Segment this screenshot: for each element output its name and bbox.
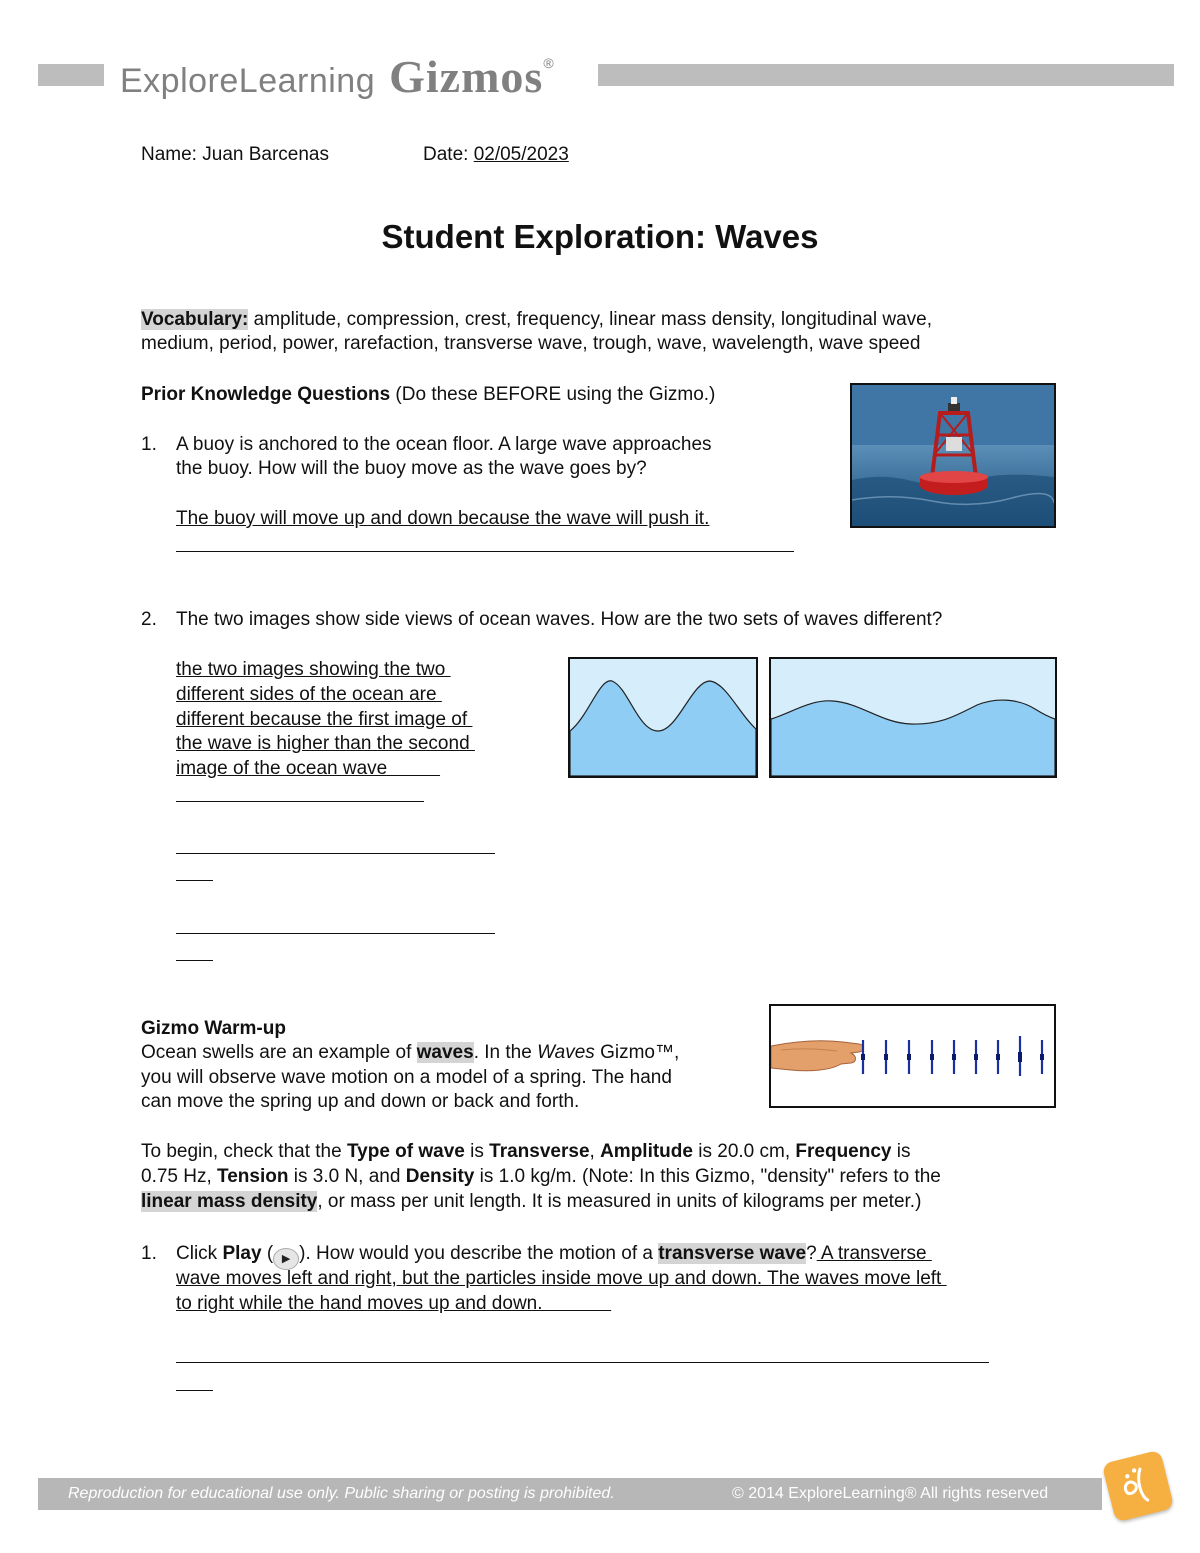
term-density: Density: [405, 1166, 475, 1187]
page-title: Student Exploration: Waves: [381, 218, 819, 255]
warmup-p1-b: . In the: [473, 1042, 538, 1063]
q1-line-1: A buoy is anchored to the ocean floor. A large wave approaches: [176, 434, 712, 455]
term-waves: waves: [416, 1042, 474, 1063]
el-logo-glyph: [1102, 1450, 1175, 1523]
warmup-p2-line-2: [141, 1164, 941, 1189]
warmup-p1-c: Gizmo™,: [594, 1042, 680, 1063]
warmup-q1-answer-3: to right while the hand moves up and down.: [176, 1293, 612, 1314]
q1-answer: The buoy will move up and down because the wave will push it.: [176, 508, 710, 529]
p2-l1-a: To begin, check that the: [141, 1141, 347, 1162]
warmup-p1-line-1: [141, 1040, 679, 1065]
small-waves-illustration: [771, 659, 1055, 776]
prior-heading-bold: Prior Knowledge Questions: [141, 384, 391, 405]
date-label: Date:: [423, 144, 469, 165]
footer-right: © 2014 ExploreLearning® All rights reserved: [732, 1485, 1049, 1502]
prior-heading-note: (Do these BEFORE using the Gizmo.): [390, 384, 716, 405]
play-icon: ▶: [273, 1248, 299, 1270]
warmup-p1-line-2: you will observe wave motion on a model of a spring. The hand: [141, 1067, 672, 1088]
p2-l1-c: ,: [589, 1141, 601, 1162]
q2-blank-5: [176, 960, 213, 961]
buoy-illustration: [852, 385, 1054, 526]
explorelearning-logo-icon: [1102, 1450, 1175, 1523]
wq1-answer-1: A transverse: [816, 1243, 932, 1264]
name-label: Name:: [141, 144, 197, 165]
vocabulary-line-2: medium, period, power, rarefaction, transverse wave, trough, wave, wavelength, wave speed: [141, 333, 921, 354]
warmup-q1-blank-2: [176, 1390, 213, 1391]
brand-reg: ®: [543, 55, 554, 71]
vocabulary-label: Vocabulary:: [141, 309, 249, 330]
q2-blank-1: [176, 801, 424, 802]
name-value: Juan Barcenas: [202, 144, 329, 165]
p2-l2-b: is 3.0 N, and: [288, 1166, 406, 1187]
q2-answer-line-2: different sides of the ocean are: [176, 684, 442, 705]
p2-l1-e: is: [891, 1141, 911, 1162]
spring-hand-image: [769, 1004, 1056, 1108]
q1-line-2: the buoy. How will the buoy move as the wave goes by?: [176, 458, 647, 479]
term-type-of-wave: Type of wave: [346, 1141, 465, 1162]
wq1-b: (: [261, 1243, 274, 1264]
p2-l1-d: is 20.0 cm,: [692, 1141, 796, 1162]
p2-l2-a: 0.75 Hz,: [141, 1166, 218, 1187]
q2-blank-2: [176, 853, 495, 854]
brand-gizmos: Gizmos: [389, 51, 544, 102]
tall-waves-image: [568, 657, 758, 778]
q2-number: 2.: [141, 609, 157, 630]
warmup-p1-line-3: can move the spring up and down or back and forth.: [141, 1091, 580, 1112]
term-frequency: Frequency: [795, 1141, 892, 1162]
term-play: Play: [222, 1243, 262, 1264]
term-linear-mass-density: linear mass density: [141, 1191, 318, 1212]
warmup-heading: Gizmo Warm-up: [141, 1018, 286, 1039]
q2-answer-line-1: the two images showing the two: [176, 659, 451, 680]
q2-blank-4: [176, 933, 495, 934]
q2-answer-line-4: the wave is higher than the second: [176, 733, 475, 754]
date-value: 02/05/2023: [473, 144, 569, 165]
warmup-q1-number: 1.: [141, 1243, 157, 1264]
p2-l1-b: is: [464, 1141, 490, 1162]
wq1-c: ). How would you describe the motion of a: [299, 1243, 659, 1264]
header-bar-left: [38, 64, 104, 86]
warmup-p1-a: Ocean swells are an example of: [141, 1042, 417, 1063]
warmup-p2-line-3: [141, 1189, 921, 1214]
brand-logo: [120, 50, 554, 100]
footer-left: Reproduction for educational use only. Public sharing or posting is prohibited.: [68, 1485, 615, 1502]
term-transverse: Transverse: [489, 1141, 590, 1162]
header-bar-right: [598, 64, 1174, 86]
q1-answer-blank: [176, 551, 794, 552]
small-waves-image: [769, 657, 1057, 778]
q2-answer-line-3: different because the first image of: [176, 709, 473, 730]
term-tension: Tension: [217, 1166, 289, 1187]
buoy-photo: [850, 383, 1056, 528]
prior-knowledge-heading: [141, 382, 715, 407]
warmup-p1-italic: Waves: [537, 1042, 595, 1063]
warmup-q1-blank-1: [176, 1362, 989, 1363]
term-amplitude: Amplitude: [600, 1141, 693, 1162]
q2-blank-3: [176, 880, 213, 881]
warmup-p2-line-1: [141, 1139, 910, 1164]
p2-l2-c: is 1.0 kg/m. (Note: In this Gizmo, "density" refers to the: [474, 1166, 941, 1187]
spring-hand-illustration: [771, 1006, 1054, 1106]
q1-number: 1.: [141, 434, 157, 455]
q2-answer-line-5: image of the ocean wave: [176, 758, 441, 779]
brand-explore: ExploreLearning: [120, 62, 376, 100]
wq1-d: ?: [806, 1243, 817, 1264]
vocabulary-line-1: [141, 307, 932, 332]
wq1-a: Click: [176, 1243, 223, 1264]
q2-text: The two images show side views of ocean waves. How are the two sets of waves different?: [176, 609, 943, 630]
p2-l3: , or mass per unit length. It is measured in units of kilograms per meter.): [317, 1191, 922, 1212]
tall-waves-illustration: [570, 659, 756, 776]
warmup-q1-answer-2: wave moves left and right, but the particles inside move up and down. The waves move left: [176, 1268, 947, 1289]
date-row: [423, 142, 569, 167]
footer-bar: [38, 1478, 1102, 1510]
name-row: [141, 142, 329, 167]
vocabulary-terms-1: amplitude, compression, crest, frequency, linear mass density, longitudinal wave,: [248, 309, 932, 330]
term-transverse-wave: transverse wave: [658, 1243, 807, 1264]
